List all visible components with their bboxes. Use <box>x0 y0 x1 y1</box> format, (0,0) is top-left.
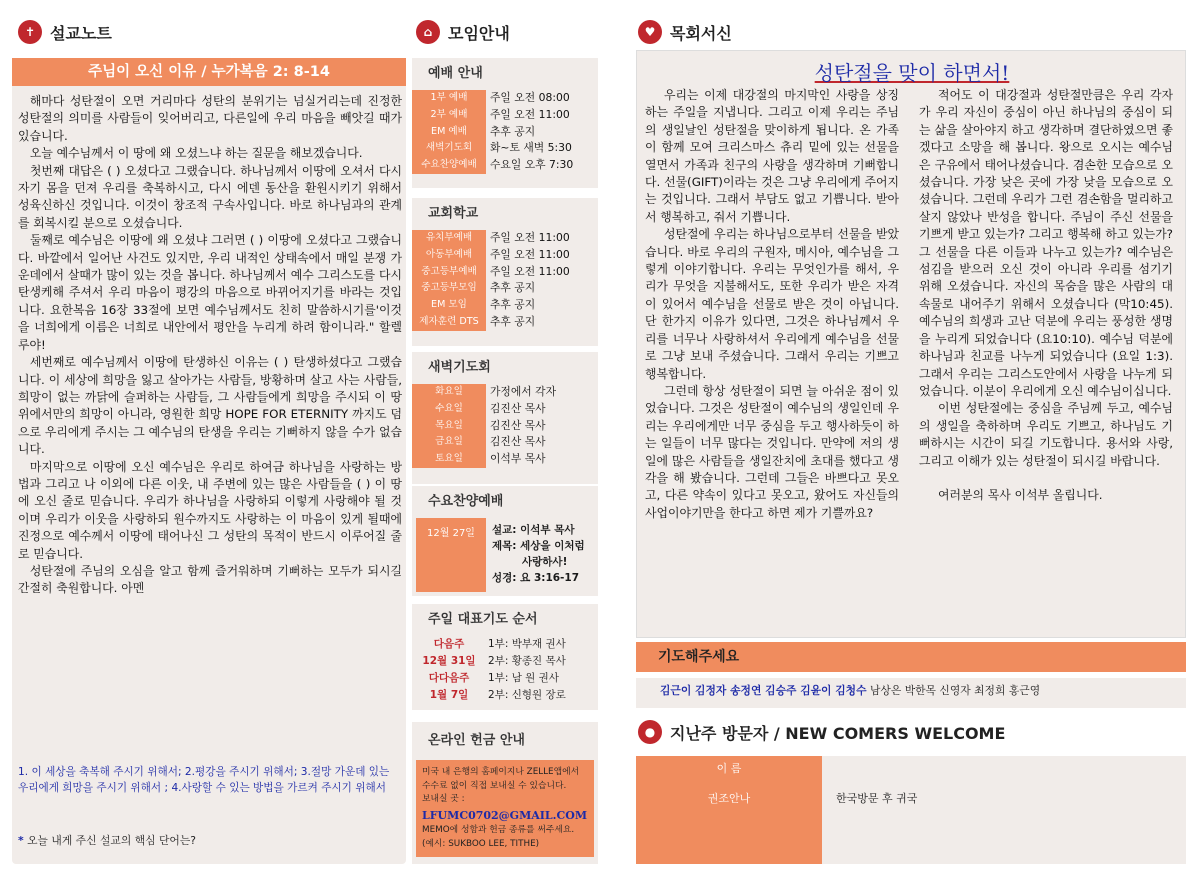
sermon-paragraph: 세번째로 예수님께서 이땅에 탄생하신 이유는 ( ) 탄생하셨다고 그랬습니다. 이 세상에 희망을 잃고 살아가는 사람들, 방황하며 살고 사는 사람들, 희망이 없는 까닭에 슬퍼하는 사람들, 그 사람들에게 희망을 주시되 이 땅위에서만의 희망이 아니라, 영원한 희망 HOPE FOR ETERNITY 까지도 덤으로 우리에게 주시는 그 예수님의 탄생을 우리는 기뻐하지 않을 수가 없습니다. <box>18 355 402 457</box>
prayer-order-box <box>412 604 598 710</box>
letter-header <box>638 20 732 44</box>
dawn-row: 수요일 김진산 목사 <box>412 401 598 418</box>
church-building-icon: ⌂ <box>416 20 440 44</box>
visitors-header-row <box>636 756 1186 782</box>
visitors-header-label: 지난주 방문자 / NEW COMERS WELCOME <box>670 723 1006 743</box>
worship-box <box>412 58 598 188</box>
worship-title: 예배 안내 <box>428 66 483 81</box>
school-row: EM 모임 추후 공지 <box>412 297 598 314</box>
offering-email[interactable]: LFUMC0702@GMAIL.COM <box>422 808 588 822</box>
prayer-request-names <box>636 678 1186 708</box>
meetings-header <box>416 20 510 44</box>
letter-title: 성탄절을 맞이 하면서! <box>814 61 1010 85</box>
visitors-col-name: 이 름 <box>636 756 822 782</box>
visitor-note: 한국방문 후 귀국 <box>822 782 1186 864</box>
wednesday-date: 12월 27일 <box>416 518 486 592</box>
prayer-names-rest: 남상은 박한목 신영자 최정희 홍근영 <box>869 684 1041 697</box>
offering-box <box>412 722 598 864</box>
school-row: 제자훈련 DTS 추후 공지 <box>412 314 598 331</box>
dawn-title: 새벽기도회 <box>428 360 491 375</box>
prayer-request-title: 기도해주세요 <box>636 642 1186 672</box>
worship-row: 수요찬양예배 수요일 오후 7:30 <box>412 157 598 174</box>
person-icon: ● <box>638 720 662 744</box>
sermon-paragraph: 둘째로 예수님은 이땅에 왜 오셨냐 그러면 ( ) 이땅에 오셨다고 그랬습니다. 바깥에서 일어난 사건도 있지만, 우리 내적인 상태속에서 매일 분쟁 가운데에서 살때가 많이 있는 것을 봅니다. 하나님께서 예수 그리스도를 다시 탄생케해 주셔서 우리 마음이 평강의 마음으로 바뀌어지기를 바라는 것입니다. 요한복음 16장 33절에 보면 예수님께서도 친히 말씀하시기를'이것을 너희에게 이름은 너희로 내안에서 평안을 누리게 하려 함이니라." 할렐루야! <box>18 233 402 352</box>
sermon-panel <box>12 58 406 864</box>
visitor-row <box>636 782 1186 864</box>
sermon-answers: 1. 이 세상을 축복해 주시기 위해서; 2.평강을 주시기 위해서; 3.절망 가운데 있는 우리에게 희망을 주시기 위해서 ; 4.사랑할 수 있는 방법을 가르켜 주시기 위해서 <box>18 766 390 794</box>
letter-header-label: 목회서신 <box>670 23 732 43</box>
sermon-paragraph: 성탄절에 주님의 오심을 알고 함께 즐거워하며 기뻐하는 모두가 되시길 간절히 축원합니다. 아멘 <box>18 563 402 596</box>
keyword-star: * <box>18 834 24 847</box>
wednesday-detail <box>412 518 598 592</box>
pastor-letter <box>636 50 1186 638</box>
visitors-table <box>636 756 1186 864</box>
sermon-header <box>18 20 112 44</box>
sermon-paragraph: 마지막으로 이땅에 오신 예수님은 우리로 하여금 하나님을 사랑하는 방법과 그리고 나 이외에 다른 이웃, 내 주변에 있는 많은 사람들을 ( ) 이 땅에 오신 줄로 믿습니다. 우리가 하나님을 사랑하되 이렇게 사랑해야 될 것이며 우리가 이웃을 사랑하되 원수까지도 사랑하는 이 마음이 있게 될때에 진정으로 예수께서 이땅에 태어나신 그 성탄의 목적이 반드시 이루어질 줄로 믿습니다. <box>18 459 402 561</box>
letter-signature: 여러분의 목사 이석부 올립니다. <box>938 487 1103 502</box>
letter-paragraph: 우리는 이제 대강절의 마지막인 사랑을 상징하는 주일을 지냅니다. 그리고 이제 우리는 주님의 생일날인 성탄절을 맞이하게 됩니다. 온 가족이 함께 모여 크리스마스 츄리 밑에 있는 선물을 열면서 가족과 친구의 사랑을 생각하며 기뻐합니다. 선물(GIFT)이라는 것은 그냥 우리에게 주어지는 것입니다. 그래서 부담도 없고 기쁩니다. 받아서 행복하고, 줘서 기쁩니다. <box>645 88 899 224</box>
school-box <box>412 198 598 346</box>
school-row: 아동부예배 주일 오전 11:00 <box>412 247 598 264</box>
prayer-order-row: 1월 7일 2부: 신형원 장로 <box>429 689 566 701</box>
worship-row: 1부 예배 주일 오전 08:00 <box>412 90 598 107</box>
visitors-header <box>638 720 1005 744</box>
school-title: 교회학교 <box>428 206 479 221</box>
dawn-row: 토요일 이석부 목사 <box>412 451 598 468</box>
sermon-header-label: 설교노트 <box>50 23 112 43</box>
letter-paragraph: 적어도 이 대강절과 성탄절만큼은 우리 각자가 우리 자신이 중심이 아닌 하나님의 중심이 되는 삶을 살아야지 하고 생각하며 결단하였으면 좋겠다고 소망을 해 봅니다. 왕으로 오시는 예수님은 구유에서 태어나셨습니다. 겸손한 모습으로 오셨습니다. 가장 낮은 곳에 가장 낮을 모습으로 오셨습니다. 그런데 우리가 그런 겸손함을 멀리하고 살지 않았나 반성을 합니다. 주님이 주신 선물을 기쁘게 받고 있는가? 그리고 행복해 하고 있는가? 그 선물을 다른 이들과 나누고 있는가? 예수님은 섬김을 받으러 오신 것이 아니라 우리를 섬기기 위해 오셨습니다. 자신의 목숨을 많은 사람의 대속물로 내어주기 위해서 오셨습니다 (막10:45). 예수님의 희생과 고난 덕분에 우리는 풍성한 생명을 누리게 되었습니다 (요10:10). 예수님 덕분에 하나님과 친교를 나누게 되었습니다 (요일 1:3). 그래서 우리는 그리스도안에서 사랑을 나누게 되었습니다. 이분이 우리에게 오신 예수님이십니다. <box>919 88 1173 398</box>
heart-icon: ♥ <box>638 20 662 44</box>
letter-paragraph: 이번 성탄절에는 중심을 주님께 두고, 예수님의 생일을 축하하며 우리도 기쁘고, 하나님도 기뻐하시는 시간이 되길 기도합니다. 용서와 사랑, 그리고 이해가 있는 성탄절이 되시길 바랍니다. <box>919 401 1173 468</box>
school-row: 중고등부예배 주일 오전 11:00 <box>412 264 598 281</box>
dawn-row: 금요일 김진산 목사 <box>412 434 598 451</box>
wednesday-info: 설교: 이석부 목사 제목: 세상을 이처럼 사랑하사! 성경: 요 3:16-17 <box>492 524 585 584</box>
school-row: 중고등부모임 추후 공지 <box>412 280 598 297</box>
dawn-box <box>412 352 598 484</box>
sermon-title: 주님이 오신 이유 / 누가복음 2: 8-14 <box>12 58 406 86</box>
sermon-keyword <box>18 833 196 848</box>
wednesday-box <box>412 486 598 596</box>
letter-paragraph: 그런데 항상 성탄절이 되면 늘 아쉬운 점이 있었습니다. 그것은 성탄절이 예수님의 생일인데 우리는 우리에게만 너무 중심을 두고 행사하듯이 하는 일들이 너무 많다는 것입니다. 만약에 저의 생일에 많은 사람들을 생일잔치에 초대를 했다고 생각을 해 봤습니다. 그런데 그들은 바쁘다고 못오고, 다른 약속이 있다고 못오고, 왔어도 자신들의 사업이야기만을 한다고 하면 제가 기쁠까요? <box>645 383 899 520</box>
letter-right-column <box>919 87 1173 504</box>
visitor-name: 권조안나 <box>636 782 822 864</box>
worship-row: 2부 예배 주일 오전 11:00 <box>412 107 598 124</box>
prayer-names-highlight: 김근이 김정자 송정연 김승주 김윤이 김청수 <box>660 684 867 697</box>
worship-row: 새벽기도회 화~토 새벽 5:30 <box>412 140 598 157</box>
prayer-order-row: 다다음주 1부: 남 원 권사 <box>428 672 559 684</box>
dawn-row: 목요일 김진산 목사 <box>412 418 598 435</box>
sermon-paragraph: 해마다 성탄절이 오면 거리마다 성탄의 분위기는 넘실거리는데 진정한 성탄절의 의미를 사람들이 잊어버리고, 다른일에 우리 마음을 빼앗길 때가 있습니다. <box>18 94 402 143</box>
school-row: 유치부예배 주일 오전 11:00 <box>412 230 598 247</box>
letter-left-column <box>645 87 899 522</box>
prayer-order-row: 다음주 1부: 박부재 권사 <box>433 638 566 650</box>
letter-paragraph: 성탄절에 우리는 하나님으로부터 선물을 받았습니다. 바로 우리의 구원자, 메시아, 예수님을 그렇게 이야기합니다. 우리는 무엇인가를 해서, 우리가 무엇을 지불해서도, 또한 우리가 받은 자격이 있어서 예수님을 선물로 받은 것이 아닙니다. 단 한가지 이유가 있다면, 그것은 하나님께서 우리를 너무나 사랑하셔서 우리에게 예수님을 선물로 그냥 보내 주셨습니다. 그래서 우리는 기쁘고 행복합니다. <box>645 227 899 381</box>
church-logo-icon: ✝ <box>18 20 42 44</box>
prayer-order-title: 주일 대표기도 순서 <box>428 612 538 627</box>
sermon-body <box>18 93 402 598</box>
keyword-question: 오늘 내게 주신 설교의 핵심 단어는? <box>27 834 197 847</box>
sermon-paragraph: 오늘 예수님께서 이 땅에 왜 오셨느냐 하는 질문을 해보겠습니다. <box>29 146 363 161</box>
offering-title: 온라인 헌금 안내 <box>428 733 525 748</box>
prayer-order-row: 12월 31일 2부: 황종진 목사 <box>422 655 566 667</box>
offering-detail: 미국 내 은행의 홈페이지나 ZELLE앱에서 수수료 없이 직접 보내실 수 있습니다. 보내실 곳 : LFUMC0702@GMAIL.COM MEMO에 성함과 헌금 종류를 써주세요. (예시: SUKBOO LEE, TITHE) <box>416 760 594 857</box>
wednesday-title: 수요찬양예배 <box>428 494 504 509</box>
dawn-row: 화요일 가정에서 각자 <box>412 384 598 401</box>
worship-row: EM 예배 추후 공지 <box>412 124 598 141</box>
meetings-header-label: 모임안내 <box>448 23 510 43</box>
sermon-paragraph: 첫번째 대답은 ( ) 오셨다고 그랬습니다. 하나님께서 이땅에 오셔서 다시 자기 몸을 던져 우리를 축복하시고, 다시 에덴 동산을 환원시키기 위해서 성육신하신 것입니다. 이것이 창조적 구속사입니다. 바로 하나님과의 관계를 회복시킬 분으로 오셨습니다. <box>18 163 402 230</box>
